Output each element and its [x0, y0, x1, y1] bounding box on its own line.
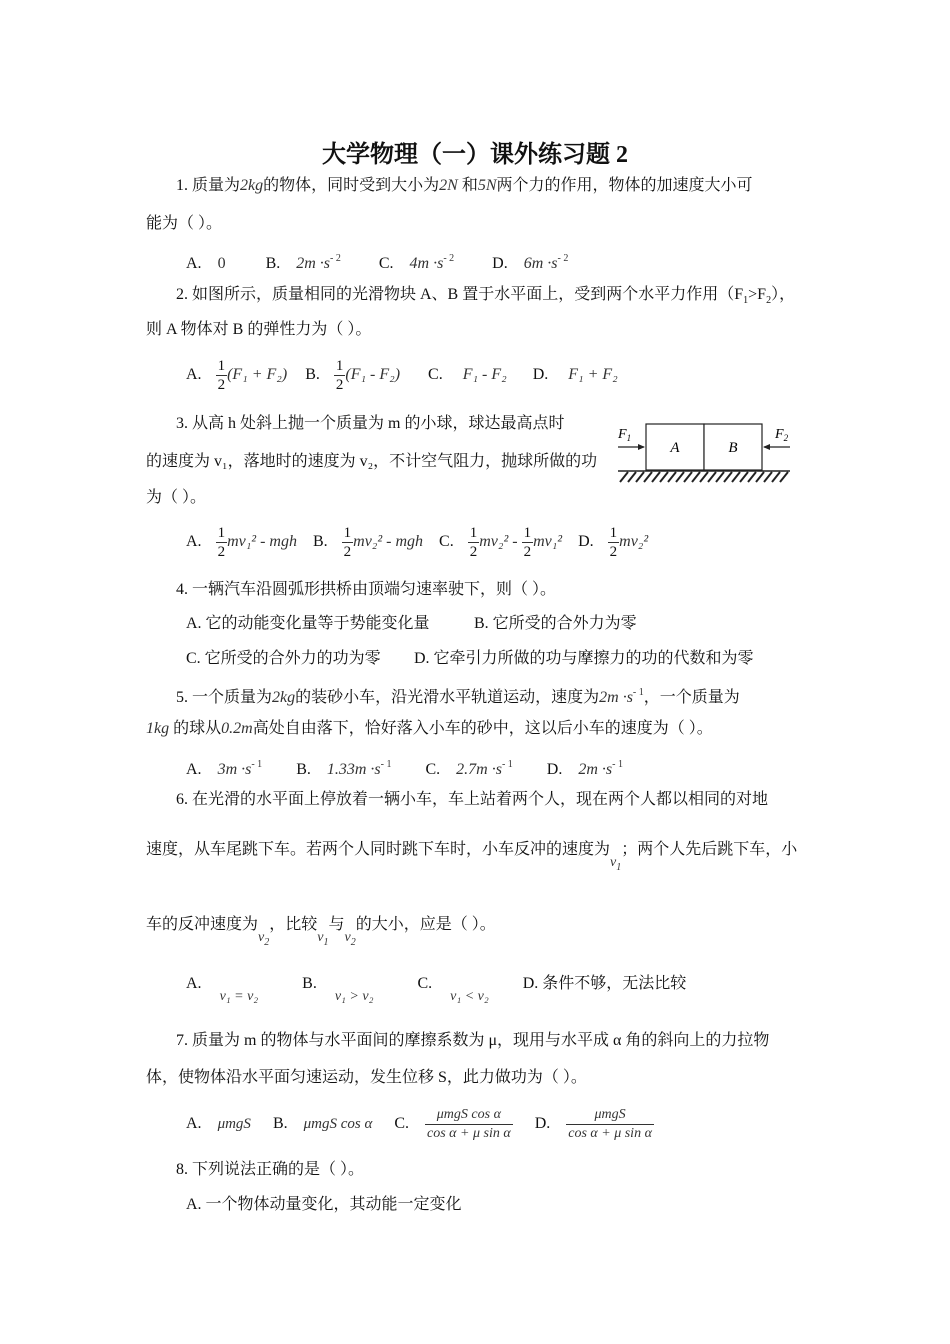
q4-option-a: A. 它的动能变化量等于势能变化量	[186, 615, 430, 632]
q7-option-d	[566, 1106, 654, 1143]
q7-option-b: μmgS cos α	[303, 1116, 373, 1132]
numerator: 1	[609, 524, 618, 541]
exponent: - 1	[380, 759, 392, 770]
exponent: - 1	[632, 687, 644, 698]
denominator: 2	[335, 376, 344, 393]
q6-v2: $v_2$	[258, 930, 270, 948]
q6-text: 与	[328, 916, 345, 933]
q2-option-b: (F₁ - F₂)	[345, 366, 401, 383]
exponent: - 1	[251, 759, 263, 770]
q7-option-a: μmgS	[217, 1116, 251, 1132]
fraction-half	[334, 357, 346, 394]
q2-text: 2. 如图所示，质量相同的光滑物块 A、B 置于水平面上，受到两个水平力作用（F	[176, 286, 744, 303]
denominator: 2	[469, 543, 478, 560]
question-7-stem: 7. 质量为 m 的物体与水平面间的摩擦系数为 μ，现用与水平成 α 角的斜向上的力拉物	[176, 1032, 770, 1049]
numerator: 1	[343, 524, 352, 541]
denominator: 2	[523, 543, 532, 560]
q6-v1: $v_1$	[317, 930, 329, 948]
q4-option-d: D. 它牵引力所做的功与摩擦力的功的代数和为零	[414, 650, 754, 667]
q1-force-2: 5N	[477, 177, 497, 194]
fraction-half	[608, 524, 620, 561]
q1-text: 的物体，同时受到大小为	[263, 177, 440, 194]
fraction-half	[216, 357, 228, 394]
question-6-stem-line2	[146, 840, 797, 878]
v-letter: v	[317, 930, 324, 945]
q1-text: 两个力的作用，物体的加速度大小可	[496, 177, 753, 194]
denominator: cos α + μ sin α	[568, 1125, 652, 1141]
arrowhead-icon	[763, 444, 770, 450]
q3-option-a: mv₁² - mgh	[227, 533, 297, 550]
q6-text: 车的反冲速度为	[146, 916, 259, 933]
numerator: 1	[523, 524, 532, 541]
q6-text: ；两个人先后跳下车，小	[621, 841, 798, 858]
option-label: B.	[272, 1115, 288, 1132]
q1-mass: 2kg	[240, 177, 264, 194]
q5-option-a: 3m ·s	[217, 761, 252, 778]
q5-text: 5. 一个质量为	[176, 689, 273, 706]
option-label: B.	[265, 255, 281, 272]
subscript: 2	[766, 295, 772, 306]
q1-force-1: 2N	[439, 177, 458, 194]
exponent: - 1	[501, 759, 513, 770]
arrowhead-icon	[638, 444, 645, 450]
question-7-options	[186, 1102, 654, 1146]
fraction-half	[522, 524, 534, 561]
numerator: μmgS	[566, 1106, 654, 1125]
v-letter: v	[610, 855, 617, 870]
option-label: D.	[534, 1115, 551, 1132]
q1-option-d: 6m ·s	[523, 255, 558, 272]
exponent: - 1	[612, 759, 623, 770]
option-label: A.	[186, 1115, 202, 1132]
v-letter: v	[258, 930, 265, 945]
q1-text: 和	[461, 177, 478, 194]
question-8-stem: 8. 下列说法正确的是（ ）。	[176, 1161, 365, 1178]
option-label: C.	[394, 1115, 410, 1132]
numerator: 1	[217, 357, 226, 374]
question-3-stem: 3. 从高 h 处斜上抛一个质量为 m 的小球，球达最高点时	[176, 415, 565, 432]
question-2-stem-line2: 则 A 物体对 B 的弹性力为（ ）。	[146, 321, 372, 338]
f1-subscript: 1	[626, 433, 632, 443]
q5-mass-2: 1kg	[146, 720, 170, 737]
question-3-stem-line3: 为（ ）。	[146, 489, 207, 506]
f1-letter: F	[618, 427, 627, 442]
option-label: B.	[296, 761, 311, 778]
fraction-half	[216, 524, 228, 561]
q8-option-a: A. 一个物体动量变化，其动能一定变化	[186, 1196, 462, 1213]
q3-option-b: mv₂² - mgh	[353, 533, 424, 550]
fraction-half	[342, 524, 354, 561]
option-label: B.	[302, 975, 317, 992]
q5-option-d: 2m ·s	[578, 761, 613, 778]
subscript: 1	[743, 295, 749, 306]
question-6-options	[186, 974, 686, 1007]
question-1-stem	[176, 176, 753, 196]
option-label: A.	[186, 366, 202, 383]
force-f2-label	[774, 427, 789, 443]
q5-text: 高处自由落下，恰好落入小车的砂中，这以后小车的速度为（ ）。	[252, 720, 713, 737]
option-label: C.	[439, 533, 454, 550]
question-5-options	[186, 755, 623, 780]
f2-subscript: 2	[783, 433, 789, 443]
question-5-stem-line2	[146, 719, 713, 739]
question-2-stem	[176, 285, 795, 311]
block-a-label: A	[670, 440, 680, 456]
exponent: - 2	[330, 253, 341, 264]
q6-option-c: v₁ < v₂	[450, 989, 489, 1004]
q2-option-c: F₁ - F₂	[462, 366, 507, 383]
q3-option-d: mv₂²	[619, 533, 649, 550]
option-label: D.	[578, 533, 594, 550]
q6-option-b: v₁ > v₂	[334, 989, 374, 1004]
q2-text: ），	[771, 286, 796, 303]
q5-mass: 2kg	[272, 689, 296, 706]
option-label: C.	[378, 255, 394, 272]
q2-option-d: F₁ + F₂	[568, 366, 618, 383]
fraction-half	[468, 524, 480, 561]
option-label: C.	[425, 761, 441, 778]
q6-option-d: D. 条件不够，无法比较	[522, 975, 687, 992]
question-5-stem	[176, 683, 740, 708]
option-label: C.	[417, 975, 433, 992]
q3-option-c-part2: mv₁²	[533, 533, 563, 550]
f2-letter: F	[775, 427, 784, 442]
q6-v1: $v_1$	[610, 855, 622, 873]
q3-option-c-part1: mv₂² -	[479, 533, 518, 550]
q2-option-a: (F₁ + F₂)	[227, 366, 288, 383]
q1-option-a: 0	[217, 255, 226, 272]
option-label: B.	[305, 366, 320, 383]
q5-option-b: 1.33m ·s	[326, 761, 381, 778]
numerator: 1	[217, 524, 226, 541]
question-1-stem-line2: 能为（ ）。	[146, 215, 223, 232]
numerator: μmgS cos α	[425, 1106, 513, 1125]
exponent: - 2	[557, 253, 569, 264]
option-label: A.	[186, 533, 202, 550]
q1-option-b: 2m ·s	[296, 255, 331, 272]
q5-height: 0.2m	[221, 720, 253, 737]
option-label: B.	[312, 533, 328, 550]
page-title: 大学物理（一）课外练习题 2	[322, 142, 628, 168]
option-label: D.	[532, 366, 549, 383]
denominator: 2	[217, 543, 226, 560]
denominator: 2	[343, 543, 352, 560]
question-6-stem-line3	[146, 915, 496, 953]
q5-text: 的球从	[173, 720, 222, 737]
option-label: A.	[186, 975, 202, 992]
q1-option-c: 4m ·s	[409, 255, 444, 272]
v-letter: v	[344, 930, 351, 945]
q7-option-c	[425, 1106, 513, 1143]
option-label: A.	[186, 255, 202, 272]
q5-text: 的装砂小车，沿光滑水平轨道运动，速度为	[295, 689, 600, 706]
q5-text: ，一个质量为	[643, 689, 740, 706]
q5-speed: 2m ·s	[599, 689, 633, 706]
q5-option-c: 2.7m ·s	[456, 761, 502, 778]
q6-v2: $v_2$	[344, 930, 356, 948]
option-label: C.	[428, 366, 443, 383]
option-label: D.	[492, 255, 508, 272]
denominator: 2	[609, 543, 618, 560]
numerator: 1	[469, 524, 478, 541]
question-1-options	[186, 249, 568, 274]
question-4-stem: 4. 一辆汽车沿圆弧形拱桥由顶端匀速率驶下，则（ ）。	[176, 581, 557, 598]
question-7-stem-line2: 体，使物体沿水平面匀速运动，发生位移 S，此力做功为（ ）。	[146, 1069, 587, 1086]
exponent: - 2	[443, 253, 455, 264]
denominator: cos α + μ sin α	[427, 1125, 511, 1141]
block-b-label: B	[728, 440, 738, 456]
q2-text: >F	[748, 286, 767, 303]
ground-hatching	[620, 472, 788, 482]
q6-text: 速度，从车尾跳下车。若两个人同时跳下车时，小车反冲的速度为	[146, 841, 611, 858]
q6-option-a: v₁ = v₂	[219, 989, 259, 1004]
option-label: A.	[186, 761, 202, 778]
denominator: 2	[217, 376, 226, 393]
q6-text: 的大小，应是（ ）。	[355, 916, 496, 933]
question-3-options	[186, 522, 648, 562]
q4-option-b: B. 它所受的合外力为零	[474, 615, 637, 632]
numerator: 1	[335, 357, 344, 374]
question-2-options	[186, 355, 618, 395]
option-label: D.	[546, 761, 563, 778]
q4-option-c: C. 它所受的合外力的功为零	[186, 650, 381, 667]
q1-text: 1. 质量为	[176, 177, 241, 194]
force-f1-label	[617, 427, 631, 443]
blocks-figure	[614, 420, 794, 490]
q6-text: ，比较	[269, 916, 318, 933]
question-6-stem: 6. 在光滑的水平面上停放着一辆小车，车上站着两个人，现在两个人都以相同的对地	[176, 791, 769, 808]
question-3-stem-line2: 的速度为 v₁，落地时的速度为 v₂，不计空气阻力，抛球所做的功	[146, 453, 598, 470]
